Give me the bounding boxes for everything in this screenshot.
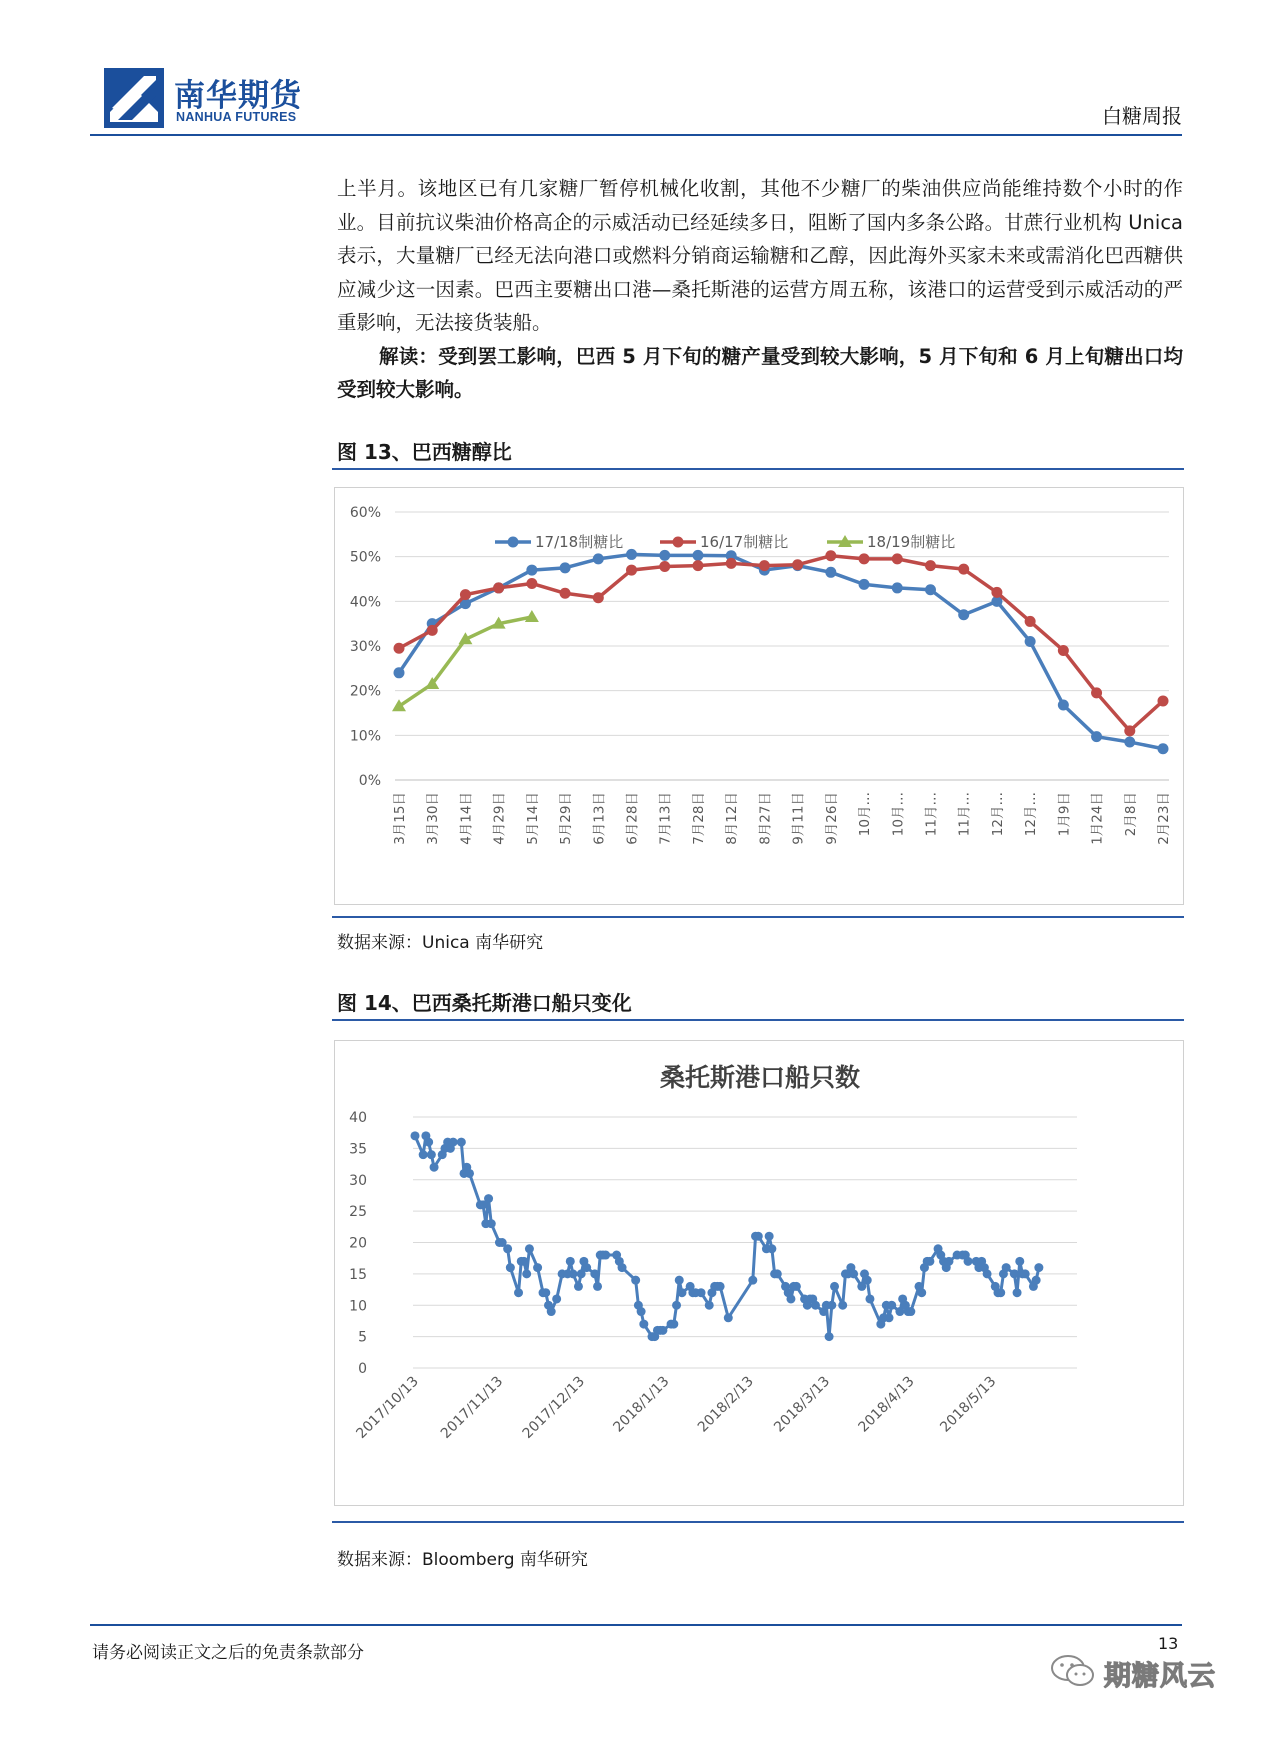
data-point: [925, 584, 936, 595]
sugar-ratio-svg: [335, 488, 1185, 906]
data-point: [991, 587, 1002, 598]
data-point: [765, 1232, 774, 1241]
y-tick-label: 60%: [349, 505, 381, 521]
data-point: [724, 1313, 733, 1322]
x-tick-label: 2017/10/13: [353, 1373, 422, 1442]
y-tick-label: 15: [349, 1266, 367, 1283]
data-point: [885, 1313, 894, 1322]
data-point: [637, 1307, 646, 1316]
x-tick-label: 3月15日: [392, 792, 408, 845]
data-point: [411, 1131, 420, 1140]
footer-divider: [90, 1624, 1182, 1626]
data-point: [767, 1244, 776, 1253]
data-point: [618, 1263, 627, 1272]
page-number: 13: [1158, 1634, 1179, 1653]
data-point: [863, 1276, 872, 1285]
y-tick-label: 0: [358, 1361, 367, 1377]
x-tick-label: 4月14日: [458, 792, 475, 845]
x-tick-label: 1月9日: [1056, 792, 1073, 837]
data-point: [830, 1282, 839, 1291]
y-tick-label: 30%: [349, 639, 381, 655]
data-point: [1058, 699, 1069, 710]
data-point: [773, 1269, 782, 1278]
data-point: [1025, 616, 1036, 627]
data-point: [958, 609, 969, 620]
data-point: [533, 1263, 542, 1272]
data-point: [672, 1301, 681, 1310]
data-point: [631, 1276, 640, 1285]
x-tick-label: 11月…: [956, 792, 973, 837]
watermark: [1050, 1652, 1250, 1692]
data-point: [1124, 725, 1135, 736]
report-name: 白糖周报: [1102, 104, 1182, 128]
data-point: [1158, 695, 1169, 706]
x-tick-label: 12月…: [1023, 792, 1040, 837]
data-point: [519, 1257, 528, 1266]
data-point: [958, 564, 969, 575]
data-point: [394, 667, 405, 678]
series-line-2: [399, 617, 532, 706]
data-point: [1091, 731, 1102, 742]
data-point: [593, 553, 604, 564]
figure-14-bottom-rule: [332, 1521, 1184, 1523]
legend-label: 17/18制糖比: [535, 533, 624, 551]
x-tick-label: 2月8日: [1122, 792, 1139, 837]
data-point: [726, 558, 737, 569]
data-point: [825, 550, 836, 561]
y-tick-label: 20: [349, 1235, 367, 1252]
data-point: [827, 1301, 836, 1310]
data-point: [754, 1232, 763, 1241]
data-point: [892, 553, 903, 564]
x-tick-label: 6月28日: [624, 792, 641, 845]
interpretation-label: 解读：: [379, 344, 439, 368]
wechat-icon: [1050, 1654, 1096, 1688]
data-point: [526, 565, 537, 576]
data-point: [692, 550, 703, 561]
legend-marker: [673, 537, 684, 548]
data-point: [1034, 1263, 1043, 1272]
data-point: [514, 1288, 523, 1297]
data-point: [859, 579, 870, 590]
y-tick-label: 10%: [349, 728, 381, 745]
data-point: [626, 549, 637, 560]
figure-14-source: 数据来源：Bloomberg 南华研究: [337, 1550, 588, 1570]
data-point: [590, 1269, 599, 1278]
x-tick-label: 5月14日: [524, 792, 541, 845]
data-point: [838, 1301, 847, 1310]
data-point: [792, 1282, 801, 1291]
data-point: [659, 550, 670, 561]
data-point: [601, 1251, 610, 1260]
data-point: [503, 1244, 512, 1253]
data-point: [427, 625, 438, 636]
x-tick-label: 7月28日: [690, 792, 707, 845]
x-tick-label: 2017/12/13: [519, 1373, 589, 1442]
brand-name-en: NANHUA FUTURES: [176, 110, 297, 124]
x-tick-label: 2018/2/13: [694, 1373, 757, 1436]
data-point: [944, 1257, 953, 1266]
santos-vessels-svg: [335, 1041, 1185, 1507]
x-tick-label: 7月13日: [657, 792, 674, 845]
data-point: [593, 592, 604, 603]
data-point: [547, 1307, 556, 1316]
data-point: [1158, 743, 1169, 754]
y-tick-label: 50%: [349, 549, 381, 566]
data-point: [811, 1301, 820, 1310]
data-point: [697, 1288, 706, 1297]
x-tick-label: 12月…: [989, 792, 1006, 837]
data-point: [825, 1332, 834, 1341]
data-point: [887, 1301, 896, 1310]
header-divider: [90, 134, 1182, 136]
data-point: [506, 1263, 515, 1272]
body-text: [337, 172, 1183, 407]
data-point: [1032, 1276, 1041, 1285]
data-point: [1021, 1269, 1030, 1278]
x-tick-label: 8月27日: [757, 792, 774, 845]
y-tick-label: 35: [349, 1141, 367, 1158]
watermark-text: 期糖风云: [1104, 1661, 1216, 1692]
sugar-ratio-chart: [334, 487, 1184, 905]
data-point: [1091, 687, 1102, 698]
data-point: [859, 553, 870, 564]
data-point: [394, 643, 405, 654]
data-point: [560, 562, 571, 573]
data-point: [582, 1263, 591, 1272]
data-point: [925, 560, 936, 571]
data-point: [716, 1282, 725, 1291]
x-tick-label: 4月29日: [491, 792, 508, 845]
paragraph-2: [337, 340, 1183, 407]
data-point: [487, 1219, 496, 1228]
data-point: [574, 1282, 583, 1291]
data-point: [566, 1257, 575, 1266]
data-point: [460, 589, 471, 600]
x-tick-label: 9月26日: [823, 792, 840, 845]
data-point: [996, 1288, 1005, 1297]
data-point: [659, 561, 670, 572]
data-point: [593, 1282, 602, 1291]
data-point: [1015, 1257, 1024, 1266]
y-tick-label: 10: [349, 1298, 367, 1315]
data-point: [1025, 636, 1036, 647]
y-tick-label: 30: [349, 1172, 367, 1189]
data-point: [525, 610, 539, 622]
data-point: [1010, 1269, 1019, 1278]
y-tick-label: 40: [349, 1110, 367, 1126]
santos-vessels-chart: [334, 1040, 1184, 1506]
data-point: [917, 1288, 926, 1297]
data-point: [449, 1138, 458, 1147]
data-point: [792, 559, 803, 570]
x-tick-label: 2018/4/13: [855, 1373, 918, 1436]
data-point: [419, 1150, 428, 1159]
figure-13-title: 图 13、巴西糖醇比: [337, 440, 512, 464]
data-point: [849, 1269, 858, 1278]
data-point: [1058, 645, 1069, 656]
data-point: [522, 1269, 531, 1278]
data-point: [639, 1320, 648, 1329]
figure-14-rule: [332, 1019, 1184, 1021]
data-point: [626, 565, 637, 576]
data-point: [424, 1138, 433, 1147]
data-point: [484, 1194, 493, 1203]
series-line: [415, 1136, 1039, 1337]
data-point: [692, 560, 703, 571]
data-point: [677, 1288, 686, 1297]
y-tick-label: 20%: [349, 683, 381, 700]
figure-13-rule: [332, 468, 1184, 470]
x-tick-label: 10月…: [857, 792, 874, 837]
data-point: [892, 582, 903, 593]
x-tick-label: 6月13日: [591, 792, 608, 845]
data-point: [493, 582, 504, 593]
legend-label: 18/19制糖比: [867, 533, 956, 551]
x-tick-label: 11月…: [923, 792, 940, 837]
data-point: [430, 1163, 439, 1172]
x-tick-label: 8月12日: [724, 792, 741, 845]
legend-marker: [508, 537, 519, 548]
y-tick-label: 25: [349, 1204, 367, 1221]
series-line-0: [399, 554, 1163, 748]
data-point: [427, 1150, 436, 1159]
y-tick-label: 0%: [358, 773, 381, 789]
figure-13-bottom-rule: [332, 916, 1184, 918]
data-point: [925, 1257, 934, 1266]
x-tick-label: 3月30日: [425, 792, 442, 845]
data-point: [552, 1294, 561, 1303]
data-point: [1124, 737, 1135, 748]
data-point: [748, 1276, 757, 1285]
figure-14-title: 图 14、巴西桑托斯港口船只变化: [337, 991, 632, 1015]
data-point: [865, 1294, 874, 1303]
data-point: [675, 1276, 684, 1285]
x-tick-label: 2018/1/13: [610, 1373, 673, 1436]
data-point: [569, 1269, 578, 1278]
data-point: [525, 1244, 534, 1253]
y-tick-label: 5: [358, 1329, 367, 1346]
data-point: [786, 1294, 795, 1303]
series-line-1: [399, 556, 1163, 731]
legend-label: 16/17制糖比: [700, 533, 789, 551]
x-tick-label: 2018/3/13: [771, 1373, 834, 1436]
x-tick-label: 10月…: [890, 792, 907, 837]
data-point: [541, 1288, 550, 1297]
x-tick-label: 2月23日: [1156, 792, 1172, 845]
x-tick-label: 1月24日: [1089, 792, 1106, 845]
chart-title: 桑托斯港口船只数: [659, 1063, 861, 1092]
nanhua-logo-icon: [104, 68, 164, 128]
data-point: [526, 578, 537, 589]
figure-13-source: 数据来源：Unica 南华研究: [337, 933, 544, 953]
data-point: [964, 1257, 973, 1266]
data-point: [825, 567, 836, 578]
data-point: [560, 588, 571, 599]
interpretation-text: 受到罢工影响，巴西 5 月下旬的糖产量受到较大影响，5 月下旬和 6 月上旬糖出口均受到较大影响。: [337, 344, 1183, 401]
x-tick-label: 5月29日: [558, 792, 575, 845]
x-tick-label: 9月11日: [790, 792, 807, 845]
data-point: [1002, 1263, 1011, 1272]
x-tick-label: 2017/11/13: [437, 1373, 507, 1442]
data-point: [759, 560, 770, 571]
page-header: [90, 62, 1182, 138]
data-point: [669, 1320, 678, 1329]
data-point: [658, 1326, 667, 1335]
data-point: [465, 1169, 474, 1178]
data-point: [705, 1301, 714, 1310]
disclaimer-note: 请务必阅读正文之后的免责条款部分: [92, 1643, 364, 1663]
y-tick-label: 40%: [349, 594, 381, 611]
x-tick-label: 2018/5/13: [937, 1373, 1000, 1436]
data-point: [983, 1269, 992, 1278]
data-point: [457, 1138, 466, 1147]
data-point: [906, 1307, 915, 1316]
paragraph-1: 上半月。该地区已有几家糖厂暂停机械化收割，其他不少糖厂的柴油供应尚能维持数个小时的作业。目前抗议柴油价格高企的示威活动已经延续多日，阻断了国内多条公路。甘蔗行业机构 Unica 表示，大量糖厂已经无法向港口或燃料分销商运输糖和乙醇，因此海外买家未来或需消化巴西糖供应减少这一因素。巴西主要糖出口港—桑托斯港的运营方周五称，该港口的运营受到示威活动的严重影响，无法接货装船。: [337, 177, 1183, 334]
brand-name-cn: 南华期货: [174, 78, 302, 114]
data-point: [1013, 1288, 1022, 1297]
